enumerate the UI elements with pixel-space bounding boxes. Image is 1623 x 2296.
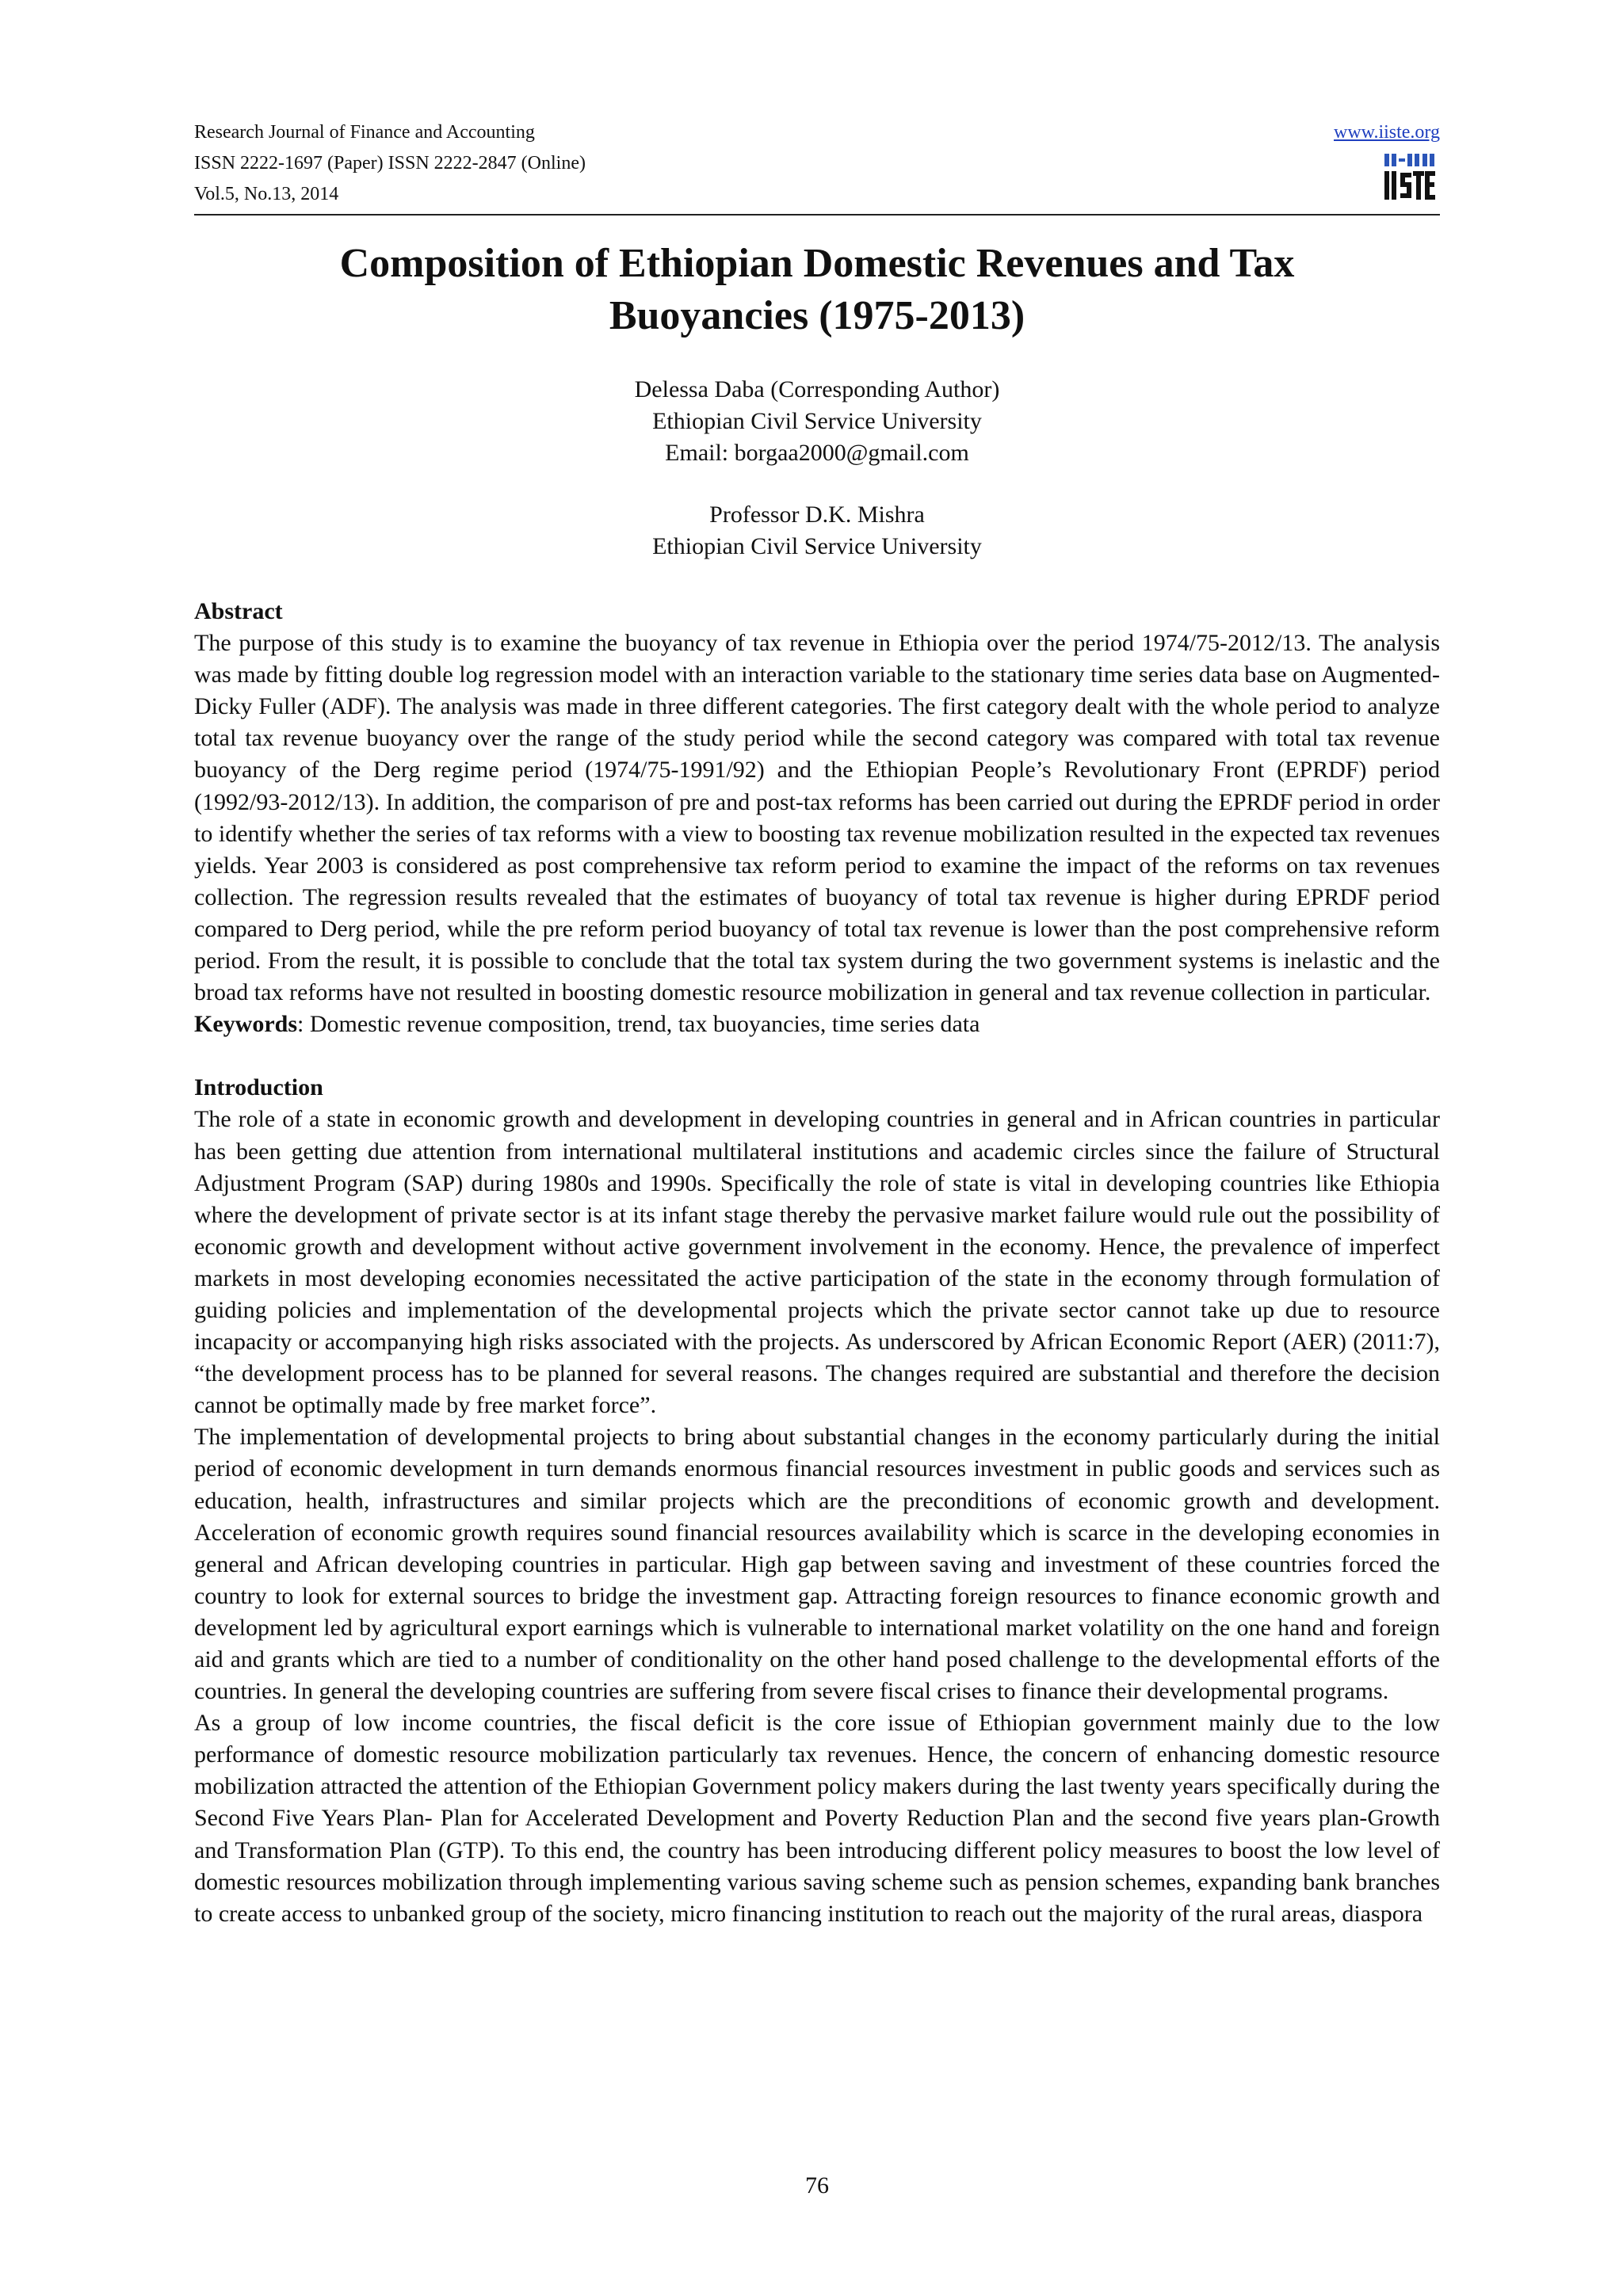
introduction-paragraph-1: The role of a state in economic growth and development in developing countries in general and in African countries in particular has been getting due attention from international multilateral institutions and academic circles since the failure of Structural Adjustment Program (SAP) during 1980s and 1990s. Specifically the role of state is vital in developing countries like Ethiopia where the development of private sector is at its infant stage thereby the pervasive market failure would rule out the possibility of economic growth and development without active government involvement in the economy. Hence, the prevalence of imperfect markets in most developing economies necessitated the active participation of the state in the economy through formulation of guiding policies and implementation of the developmental projects which the private sector cannot take up due to resource incapacity or accompanying high risks associated with the projects. As underscored by African Economic Report (AER) (2011:7), “the development process has to be planned for several reasons. The changes required are substantial and therefore the decision cannot be optimally made by free market force”. — [194, 1106, 1440, 1419]
introduction-paragraph-2: The implementation of developmental projects to bring about substantial changes in the economy particularly during the initial period of economic development in turn demands enormous financial resources investment in public goods and services such as education, health, infrastructures and similar projects which are the preconditions of economic growth and development. Acceleration of economic growth requires sound financial resources availability which is scarce in the developing economies in general and African developing countries in particular. High gap between saving and investment of these countries forced the country to look for external sources to bridge the investment gap. Attracting foreign resources to finance economic growth and development led by agricultural export earnings which is vulnerable to international market volatility on the one hand and foreign aid and grants which are tied to a number of conditionality on the other hand posed challenge to the developmental efforts of the countries. In general the developing countries are suffering from severe fiscal crises to finance their developmental programs. — [194, 1424, 1440, 1705]
introduction-section — [194, 1072, 1440, 1930]
iiste-logo-icon — [1383, 151, 1437, 203]
author-block-2 — [194, 499, 1440, 563]
author-name: Delessa Daba (Corresponding Author) — [634, 376, 1000, 402]
keywords-label: Keywords — [194, 1011, 297, 1038]
journal-issn: ISSN 2222-1697 (Paper) ISSN 2222-2847 (Online) — [194, 153, 586, 174]
journal-website-link[interactable]: www.iiste.org — [1334, 122, 1440, 143]
keywords-text: : Domestic revenue composition, trend, tax buoyancies, time series data — [297, 1011, 980, 1038]
journal-info — [194, 117, 1440, 210]
journal-name: Research Journal of Finance and Accounting — [194, 122, 535, 143]
paper-body — [194, 596, 1440, 1930]
section-gap — [194, 1040, 1440, 1072]
author-name: Professor D.K. Mishra — [709, 502, 925, 528]
author-block-1 — [194, 374, 1440, 469]
paper-title — [194, 238, 1440, 342]
author-affiliation: Ethiopian Civil Service University — [652, 533, 982, 559]
author-affiliation: Ethiopian Civil Service University — [652, 408, 982, 434]
page-number: 76 — [805, 2172, 829, 2199]
header-rule — [194, 214, 1440, 215]
abstract-section — [194, 596, 1440, 1040]
author-email: Email: borgaa2000@gmail.com — [665, 440, 969, 466]
introduction-heading: Introduction — [194, 1074, 323, 1101]
document-page — [194, 0, 1440, 2296]
abstract-heading: Abstract — [194, 598, 283, 624]
paper-title-line-1: Composition of Ethiopian Domestic Revenues and Tax — [339, 241, 1295, 286]
introduction-paragraph-3: As a group of low income countries, the fiscal deficit is the core issue of Ethiopian government mainly due to the low performance of domestic resource mobilization particularly tax revenues. Hence, the concern of enhancing domestic resource mobilization attracted the attention of the Ethiopian Government policy makers during the last twenty years specifically during the Second Five Years Plan- Plan for Accelerated Development and Poverty Reduction Plan and the second five years plan-Growth and Transformation Plan (GTP). To this end, the country has been introducing different policy measures to boost the low level of domestic resources mobilization through implementing various saving scheme such as pension schemes, expanding bank branches to create access to unbanked group of the society, micro financing institution to reach out the majority of the rural areas, diaspora — [194, 1710, 1440, 1927]
journal-volume: Vol.5, No.13, 2014 — [194, 184, 339, 204]
running-header — [194, 117, 1440, 211]
abstract-text: The purpose of this study is to examine the buoyancy of tax revenue in Ethiopia over the period 1974/75-2012/13. The analysis was made by fitting double log regression model with an interaction variable to the stationary time series data base on Augmented-Dicky Fuller (ADF). The analysis was made in three different categories. The first category dealt with the whole period to analyze total tax revenue buoyancy over the range of the study period while the second category was compared with total tax revenue buoyancy of the Derg regime period (1974/75-1991/92) and the Ethiopian People’s Revolutionary Front (EPRDF) period (1992/93-2012/13). In addition, the comparison of pre and post-tax reforms has been carried out during the EPRDF period in order to identify whether the series of tax reforms with a view to boosting tax revenue mobilization resulted in the expected tax revenues yields. Year 2003 is considered as post comprehensive tax reform period to examine the impact of the reforms on tax revenues collection. The regression results revealed that the estimates of buoyancy of total tax revenue is higher during EPRDF period compared to Derg period, while the pre reform period buoyancy of total tax revenue is lower than the post comprehensive reform period. From the result, it is possible to conclude that the total tax system during the two government systems is inelastic and the broad tax reforms have not resulted in boosting domestic resource mobilization in general and tax revenue collection in particular. — [194, 630, 1440, 1006]
keywords-line — [194, 1009, 1440, 1040]
paper-title-line-2: Buoyancies (1975-2013) — [609, 293, 1025, 338]
